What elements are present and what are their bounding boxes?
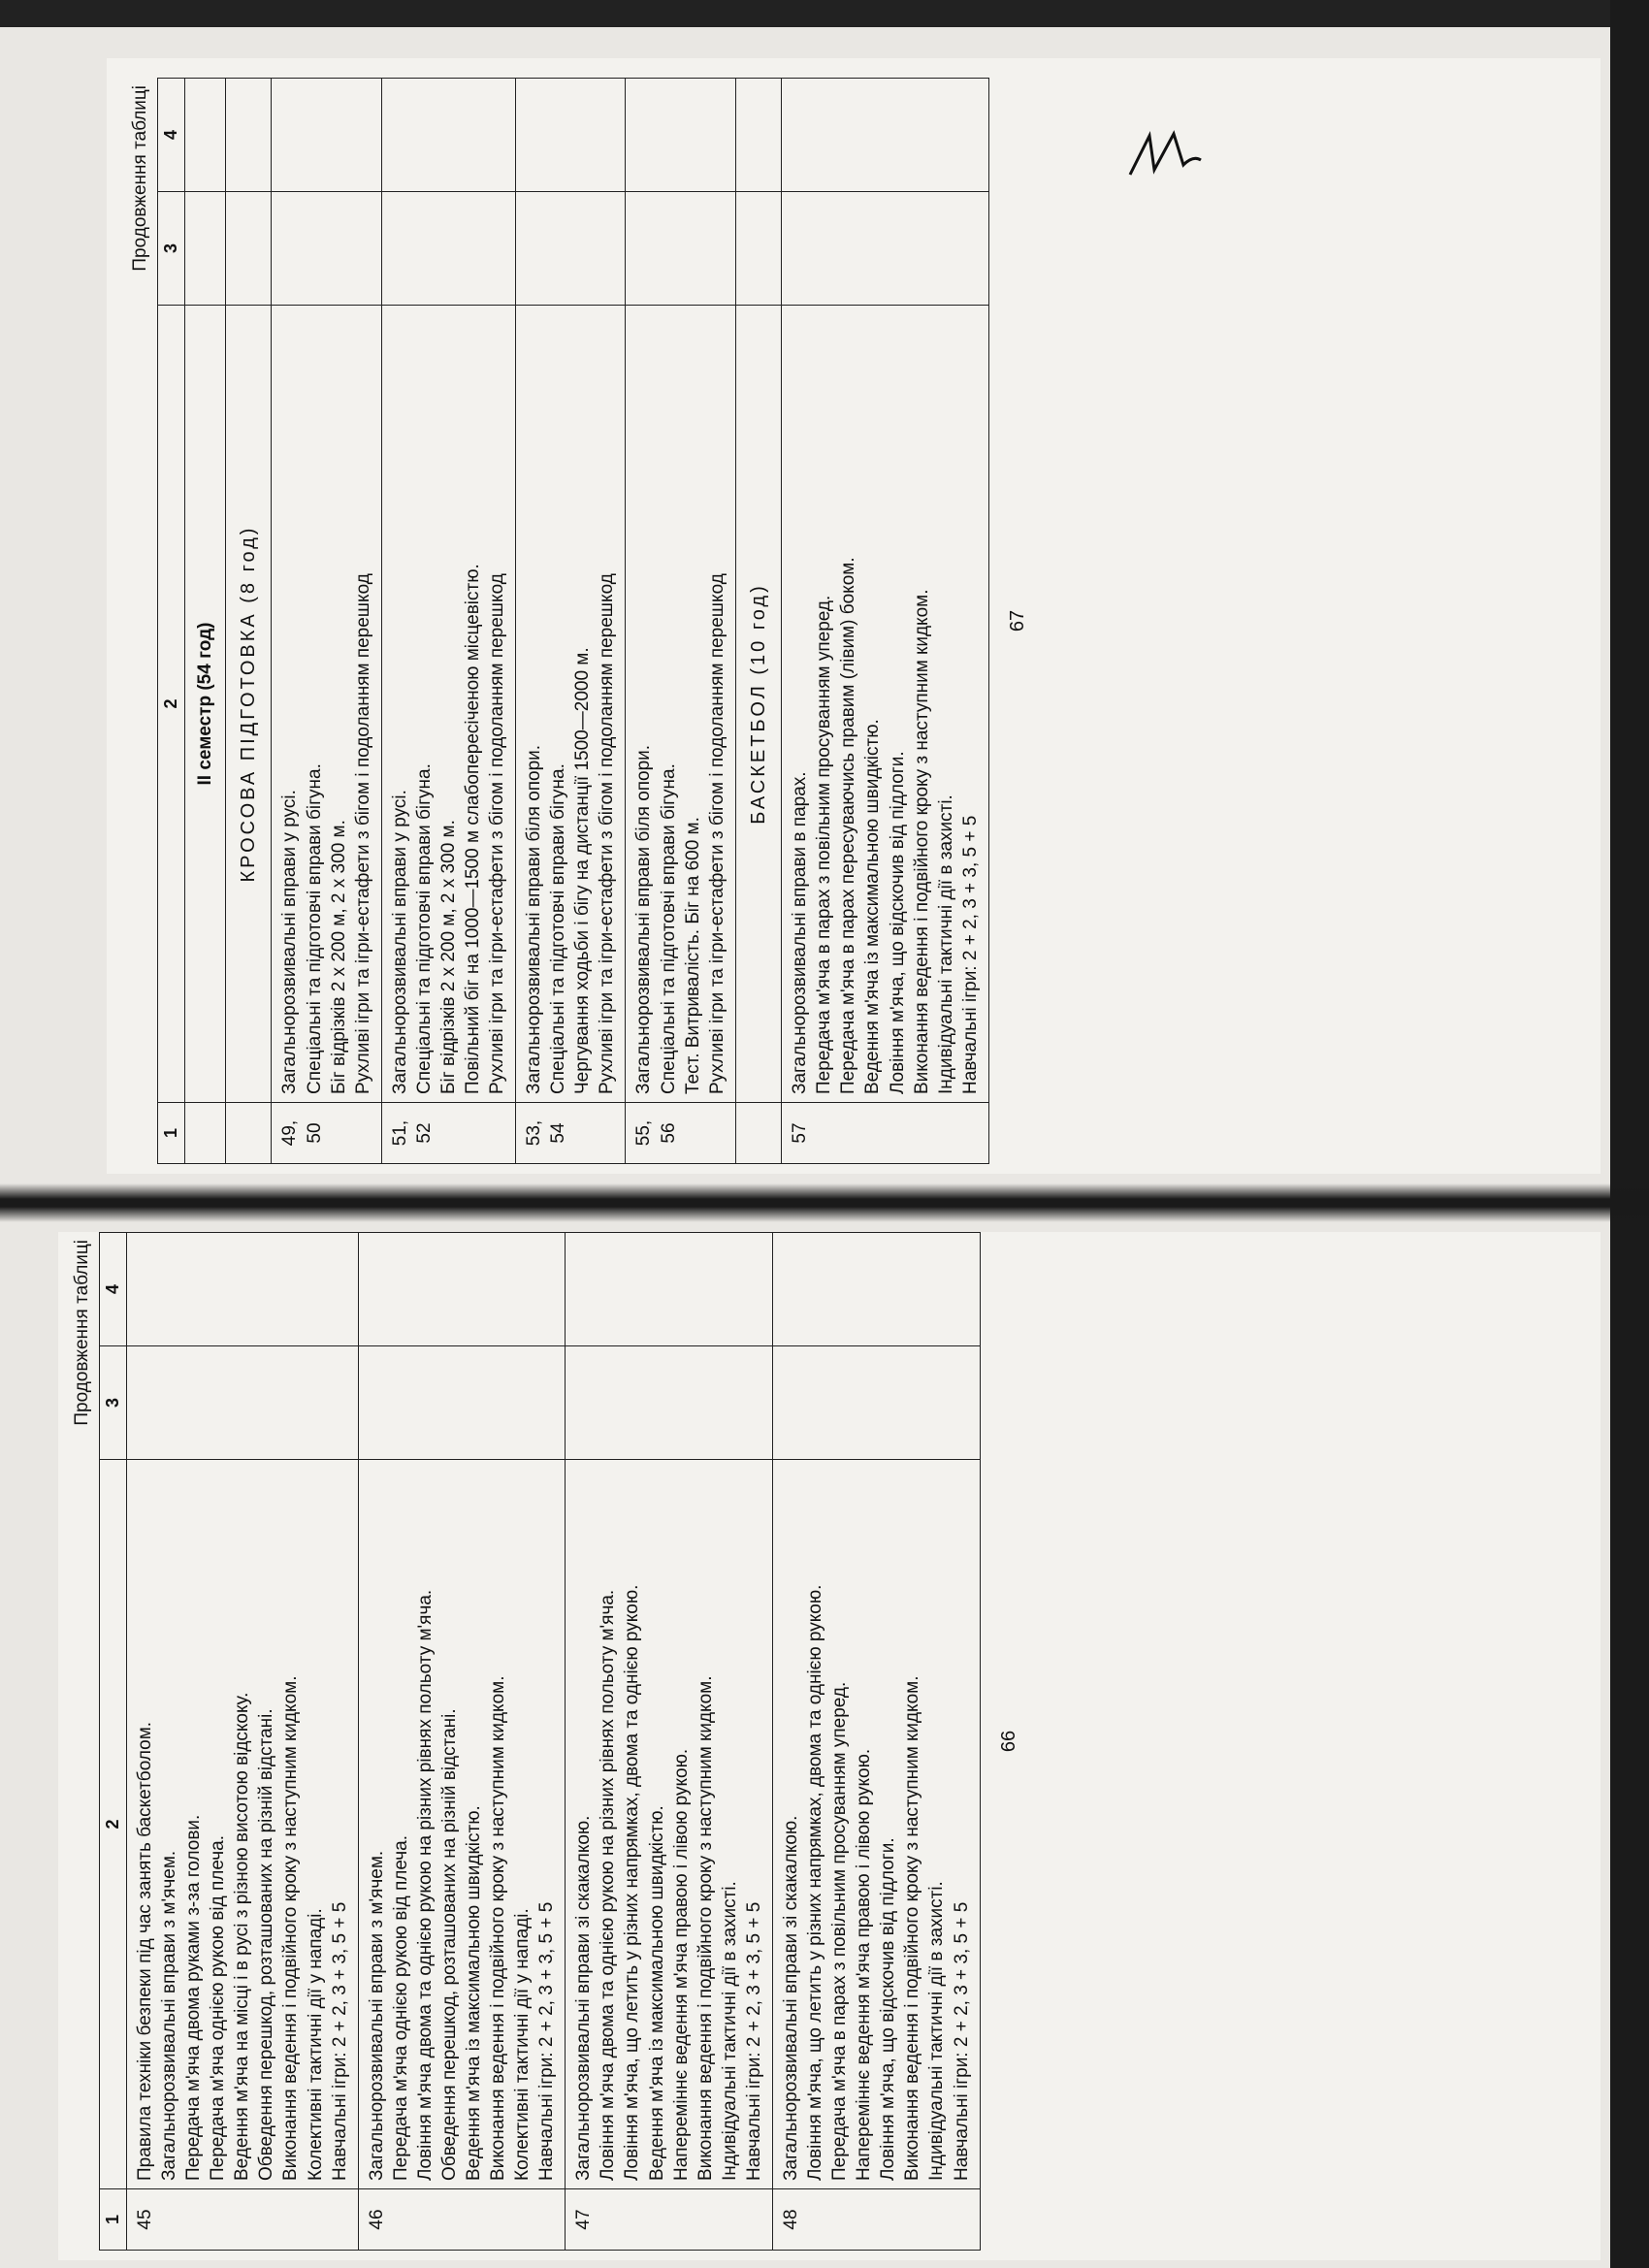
lesson-content-line: Передача м'яча однією рукою від плеча. xyxy=(390,1834,411,2181)
lesson-plan-table xyxy=(99,1232,981,2251)
header-col-1: 1 xyxy=(158,1103,185,1164)
hours-cell xyxy=(772,1346,980,1460)
book-fold-shadow xyxy=(0,1183,1649,1222)
lesson-content-line: Напереміннє ведення м'яча правою і лівою рукою. xyxy=(854,1748,875,2181)
section-title-basketball: БАСКЕТБОЛ (10 год) xyxy=(735,306,781,1103)
page-67-content xyxy=(126,78,1600,1164)
table-header-row xyxy=(158,79,185,1164)
notes-cell xyxy=(381,79,515,192)
lesson-content-line: Виконання ведення і подвійного кроку з наступним кидком. xyxy=(695,1675,716,2181)
lesson-content-line: Біг відрізків 2 х 200 м, 2 х 300 м. xyxy=(328,820,349,1094)
hours-cell xyxy=(358,1346,566,1460)
notes-cell xyxy=(516,79,626,192)
lesson-content-line: Повільний біг на 1000—1500 м слабопересіченою місцевістю. xyxy=(463,564,484,1094)
lesson-content-line: Чергування ходьби і бігу на дистанції 1500—2000 м. xyxy=(572,647,594,1094)
lesson-content-line: Індивідуальні тактичні дії в захисті. xyxy=(935,794,956,1094)
lesson-plan-table xyxy=(157,78,989,1164)
lesson-content xyxy=(127,1460,359,2189)
hours-cell xyxy=(127,1346,359,1460)
lesson-content-line: Передача м'яча в парах пересуваючись правим (лівим) боком. xyxy=(838,557,859,1094)
notes-cell xyxy=(626,79,735,192)
header-col-1: 1 xyxy=(100,2189,127,2251)
lesson-content-line: Індивідуальні тактичні дії в захисті. xyxy=(719,1881,740,2181)
lesson-content-line: Рухливі ігри та ігри-естафети з бігом і подоланням перешкод xyxy=(597,573,618,1094)
lesson-number: 51, 52 xyxy=(381,1103,515,1164)
lesson-content-line: Виконання ведення і подвійного кроку з наступним кидком. xyxy=(488,1675,509,2181)
notes-cell xyxy=(272,79,381,192)
notes-cell xyxy=(358,1233,566,1346)
table-row xyxy=(782,79,989,1164)
hours-cell xyxy=(566,1346,773,1460)
lesson-content-line: Індивідуальні тактичні дії в захисті. xyxy=(926,1881,948,2181)
lesson-content-line: Обведення перешкод, розташованих на різній відстані. xyxy=(256,1708,277,2181)
lesson-content xyxy=(358,1460,566,2189)
header-col-2: 2 xyxy=(100,1460,127,2189)
table-continuation-caption: Продовження таблиці xyxy=(72,1240,92,1426)
scan-edge-top xyxy=(0,0,1649,27)
lesson-content-line: Загальнорозвивальні вправи з м'ячем. xyxy=(366,1850,387,2181)
lesson-content-line: Ловіння м'яча, що летить у різних напрямках, двома та однією рукою. xyxy=(805,1584,826,2181)
notes-cell xyxy=(127,1233,359,1346)
lesson-content-line: Ловіння м'яча двома та однією рукою на різних рівнях польоту м'яча. xyxy=(598,1589,619,2181)
lesson-content-line: Навчальні ігри: 2 + 2, 3 + 3, 5 + 5 xyxy=(329,1901,350,2181)
lesson-content-line: Ведення м'яча із максимальною швидкістю. xyxy=(862,719,884,1094)
lesson-content-line: Загальнорозвивальні вправи зі скакалкою. xyxy=(573,1815,595,2181)
lesson-content xyxy=(782,306,989,1103)
table-continuation-caption: Продовження таблиці xyxy=(130,85,150,272)
scan-edge-right xyxy=(1610,0,1649,2268)
lesson-number: 47 xyxy=(566,2189,773,2251)
lesson-content-line: Передача м'яча в парах з повільним просуванням уперед. xyxy=(814,595,835,1094)
lesson-number: 45 xyxy=(127,2189,359,2251)
table-row xyxy=(272,79,381,1164)
handwritten-mark-icon xyxy=(1125,126,1203,184)
page-number: 67 xyxy=(1006,609,1028,632)
lesson-content-line: Передача м'яча в парах з повільним просуванням уперед. xyxy=(829,1681,851,2181)
lesson-number: 48 xyxy=(772,2189,980,2251)
lesson-content-line: Виконання ведення і подвійного кроку з наступним кидком. xyxy=(911,589,932,1094)
lesson-content-line: Передача м'яча двома руками з-за голови. xyxy=(183,1814,205,2181)
lesson-content xyxy=(272,306,381,1103)
lesson-content-line: Загальнорозвивальні вправи в парах. xyxy=(790,771,811,1094)
lesson-content-line: Передача м'яча однією рукою від плеча. xyxy=(208,1834,229,2181)
lesson-content-line: Колективні тактичні дії у нападі. xyxy=(512,1908,534,2181)
lesson-content-line: Загальнорозвивальні вправи біля опори. xyxy=(633,744,655,1094)
lesson-content-line: Ведення м'яча із максимальною швидкістю. xyxy=(646,1805,667,2181)
lesson-content-line: Рухливі ігри та ігри-естафети з бігом і подоланням перешкод xyxy=(706,573,728,1094)
page-67 xyxy=(107,58,1600,1174)
semester-title: II семестр (54 год) xyxy=(185,306,226,1103)
lesson-content xyxy=(626,306,735,1103)
lesson-content-line: Навчальні ігри: 2 + 2, 3 + 3, 5 + 5 xyxy=(743,1901,764,2181)
notes-cell xyxy=(772,1233,980,1346)
table-row xyxy=(566,1233,773,2251)
lesson-content-line: Загальнорозвивальні вправи у русі. xyxy=(279,790,301,1094)
lesson-number: 49, 50 xyxy=(272,1103,381,1164)
header-col-4: 4 xyxy=(158,79,185,192)
lesson-content-line: Загальнорозвивальні вправи біля опори. xyxy=(524,744,545,1094)
lesson-content-line: Загальнорозвивальні вправи з м'ячем. xyxy=(159,1850,180,2181)
table-row xyxy=(626,79,735,1164)
lesson-number: 46 xyxy=(358,2189,566,2251)
lesson-number: 57 xyxy=(782,1103,989,1164)
lesson-content-line: Рухливі ігри та ігри-естафети з бігом і подоланням перешкод xyxy=(352,573,373,1094)
table-row xyxy=(772,1233,980,2251)
hours-cell xyxy=(782,192,989,306)
hours-cell xyxy=(626,192,735,306)
lesson-content-line: Обведення перешкод, розташованих на різній відстані. xyxy=(438,1708,460,2181)
lesson-number: 53, 54 xyxy=(516,1103,626,1164)
lesson-content-line: Загальнорозвивальні вправи у русі. xyxy=(389,790,410,1094)
header-col-4: 4 xyxy=(100,1233,127,1346)
header-col-3: 3 xyxy=(158,192,185,306)
hours-cell xyxy=(381,192,515,306)
lesson-content-line: Правила техніки безпеки під час занять баскетболом. xyxy=(135,1721,155,2181)
lesson-content-line: Спеціальні та підготовчі вправи бігуна. xyxy=(413,763,435,1094)
table-row xyxy=(127,1233,359,2251)
lesson-content-line: Виконання ведення і подвійного кроку з наступним кидком. xyxy=(902,1675,923,2181)
hours-cell xyxy=(272,192,381,306)
table-header-row xyxy=(100,1233,127,2251)
page-66-content xyxy=(68,1232,1562,2251)
lesson-content-line: Ловіння м'яча двома та однією рукою на різних рівнях польоту м'яча. xyxy=(414,1589,436,2181)
lesson-content-line: Ловіння м'яча, що відскочив від підлоги. xyxy=(878,1837,899,2181)
lesson-content-line: Навчальні ігри: 2 + 2, 3 + 3, 5 + 5 xyxy=(959,815,981,1094)
table-row xyxy=(381,79,515,1164)
lesson-content-line: Навчальні ігри: 2 + 2, 3 + 3, 5 + 5 xyxy=(536,1901,558,2181)
lesson-content-line: Спеціальні та підготовчі вправи бігуна. xyxy=(658,763,679,1094)
lesson-content-line: Спеціальні та підготовчі вправи бігуна. xyxy=(548,763,569,1094)
lesson-content-line: Ловіння м'яча, що летить у різних напрямках, двома та однією рукою. xyxy=(622,1584,643,2181)
lesson-content-line: Тест. Витривалість. Біг на 600 м. xyxy=(682,817,703,1094)
lesson-content-line: Ловіння м'яча, що відскочив від підлоги. xyxy=(887,751,908,1094)
header-col-2: 2 xyxy=(158,306,185,1103)
lesson-content xyxy=(772,1460,980,2189)
lesson-content-line: Виконання ведення і подвійного кроку з наступним кидком. xyxy=(280,1675,302,2181)
hours-cell xyxy=(516,192,626,306)
section-title-cross-country: КРОСОВА ПІДГОТОВКА (8 год) xyxy=(226,306,272,1103)
notes-cell xyxy=(566,1233,773,1346)
lesson-content-line: Колективні тактичні дії у нападі. xyxy=(305,1908,326,2181)
header-col-3: 3 xyxy=(100,1346,127,1460)
lesson-content-line: Спеціальні та підготовчі вправи бігуна. xyxy=(304,763,325,1094)
lesson-content xyxy=(516,306,626,1103)
page-number: 66 xyxy=(997,1730,1019,1753)
semester-row xyxy=(185,79,226,1164)
lesson-content-line: Біг відрізків 2 х 200 м, 2 х 300 м. xyxy=(437,820,459,1094)
section-row-cross-country xyxy=(226,79,272,1164)
table-row xyxy=(358,1233,566,2251)
lesson-content-line: Рухливі ігри та ігри-естафети з бігом і подоланням перешкод xyxy=(487,573,508,1094)
lesson-content-line: Ведення м'яча на місці і в русі з різною висотою відскоку. xyxy=(232,1692,253,2181)
lesson-content-line: Загальнорозвивальні вправи зі скакалкою. xyxy=(780,1815,801,2181)
notes-cell xyxy=(782,79,989,192)
lesson-content xyxy=(566,1460,773,2189)
page-66 xyxy=(58,1232,1600,2260)
lesson-content-line: Навчальні ігри: 2 + 2, 3 + 3, 5 + 5 xyxy=(951,1901,972,2181)
lesson-content xyxy=(381,306,515,1103)
lesson-content-line: Напереміннє ведення м'яча правою і лівою рукою. xyxy=(670,1748,692,2181)
lesson-content-line: Ведення м'яча із максимальною швидкістю. xyxy=(464,1805,485,2181)
table-row xyxy=(516,79,626,1164)
section-row-basketball xyxy=(735,79,781,1164)
lesson-number: 55, 56 xyxy=(626,1103,735,1164)
